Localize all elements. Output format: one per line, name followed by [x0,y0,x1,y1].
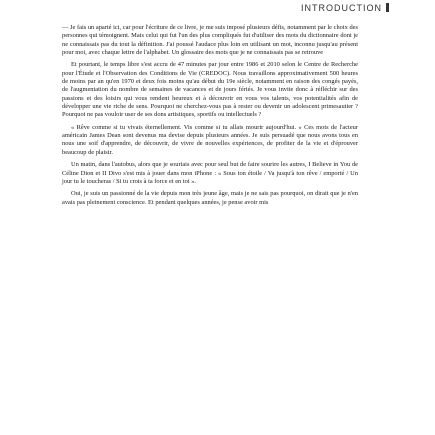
page-header [301,3,389,13]
paragraph-james-dean-quote: « Rêve comme si tu vivais éternellement. Vis comme si tu allais mourir aujourd'hui. » Ces mots de l'acteur américain James Dean sont devenus ma devise depuis plusieurs années. Je suis persuadé que nous avons tous en nous une soif d'apprendre, de découvrir, de vivre de nouvelles expériences, de profiter de la vie et d'éprouver beaucoup de plaisir. [62,123,358,156]
running-header-title: INTRODUCTION [301,3,382,13]
header-bar-decoration [386,3,389,12]
body-text [62,24,358,211]
paragraph-footnote-aside: — Je fais un aparté ici, car pour l'écriture de ce livre, je me suis imposé plusieurs défis, notamment par le choix des personnes qui témoignent. Mais celui qui fut l'un des plus compliqués fut d'utiliser des mots du dictionnaire dont je ne connaissais pas du tout la définition. J'ai poussé l'audace plus loin en utilisant un mot, inconnu jusqu'au présent pour moi, avec chaque lettre de l'alphabet. Un glossaire des mots que je ne connaissais pas se retrouve [62,24,358,57]
paragraph-passion: Oui, je suis un passionné de la vie depuis mon très jeune âge, mais je ne sais pas pourquoi, on dirait que je n'en avais pas pleinement conscience. Et pendant quelques années, je pense avoir mis [62,190,358,206]
paragraph-free-time: Et pourtant, le temps libre s'est accru de 47 minutes par jour entre 1986 et 2010 selon le Centre de Recherche pour l'Étude et l'Observation des Conditions de Vie (CREDOC). Nous travaillons approximativement 500 heures de moins par an qu'en 1970 et deux fois moins qu'au début du 19e siècle, notamment en raison des congés payés, de l'augmentation du nombre de semaines de vacances et de jours fériés. Je vous invite donc à réfléchir sur des passions et des loisirs qui vous rendent heureux et à découvrir en vous vos talents, vos potentialités afin de développer une vie riche de sens. Pourquoi ne cherchez-vous pas à rester ou devenir un adolescent primesautier ? Pourquoi ne pas vouloir user de ses dons artistiques, sportifs ou intellectuels ? [62,61,358,119]
paragraph-autobus: Un matin, dans l'autobus, alors que je souriais avec pour seul but de faire sourire les autres, I Believe in You de Céline Dion et II Divo s'est mis à jouer dans mon iPhone : « Sous ton étoile / Va jusqu'à ton rêve / emporté / Un jour tu le toucheras / Si tu crois à ta force et en toi ». [62,161,358,185]
